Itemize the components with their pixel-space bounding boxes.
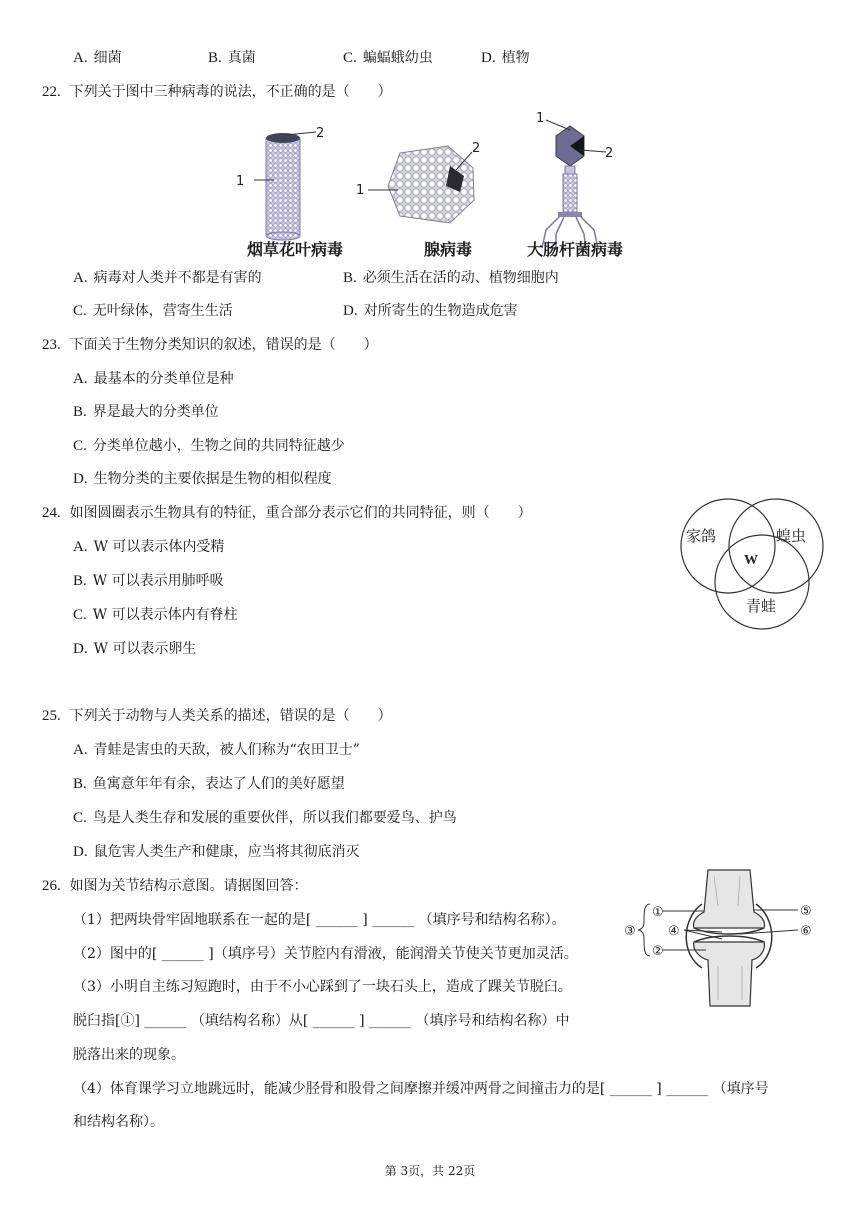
option-text: 鱼寓意年年有余，表达了人们的美好愿望	[92, 776, 345, 792]
caption-bacteriophage: 大肠杆菌病毒	[527, 240, 624, 259]
question-number: 26.	[42, 878, 61, 894]
venn-center-w: W	[744, 553, 758, 568]
adeno-label-1: 1	[356, 183, 365, 198]
q24-stem	[42, 503, 532, 523]
q22-stem	[42, 82, 392, 102]
q26-part-3-line-3: 脱落出来的现象。	[73, 1047, 185, 1063]
option-text: 鼠危害人类生产和健康，应当将其彻底消灭	[93, 844, 360, 860]
option-key: A.	[73, 50, 88, 66]
question-number: 23.	[42, 337, 61, 353]
option-key: D.	[73, 641, 88, 657]
q22-option-b	[343, 268, 559, 288]
q26-part-4-line-1: （4）体育课学习立地跳远时，能减少胫骨和股骨之间摩擦并缓冲两骨之间撞击力的是[ ______ ] ______ （填序号	[73, 1081, 769, 1097]
q21-option-c	[343, 48, 433, 68]
option-text: 必须生活在活的动、植物细胞内	[362, 270, 559, 286]
option-key: D.	[73, 471, 88, 487]
question-text: 下面关于生物分类知识的叙述，错误的是（ ）	[69, 337, 378, 353]
option-text: 鸟是人类生存和发展的重要伙伴，所以我们都要爱鸟、护鸟	[92, 810, 457, 826]
venn-label-frog: 青蛙	[746, 597, 777, 615]
option-text: 真菌	[227, 50, 256, 66]
q24-option-a	[73, 537, 224, 557]
q22-option-c	[73, 301, 233, 321]
q23-option-a	[73, 369, 234, 389]
option-text: 最基本的分类单位是种	[93, 371, 234, 387]
joint-label-6: ⑥	[800, 924, 812, 939]
option-key: B.	[73, 404, 87, 420]
question-text: 如图为关节结构示意图。请据图回答：	[69, 878, 308, 894]
q23-option-c	[73, 436, 345, 456]
phage-label-1: 1	[536, 111, 545, 126]
q26-part-3-line-2: 脱臼指[①] ______ （填结构名称）从[ ______ ] ______ （填序号和结构名称）中	[73, 1013, 570, 1029]
tobacco-mosaic-virus-drawing	[254, 132, 316, 240]
option-text: 界是最大的分类单位	[92, 404, 219, 420]
q23-option-d	[73, 469, 332, 489]
adenovirus-drawing	[368, 146, 474, 223]
q26-part-3-line-1: （3）小明自主练习短跑时，由于不小心踩到了一块石头上，造成了踝关节脱臼。	[73, 979, 572, 995]
option-key: C.	[73, 810, 87, 826]
option-text: 生物分类的主要依据是生物的相似程度	[93, 471, 332, 487]
option-key: D.	[343, 303, 358, 319]
option-key: B.	[73, 776, 87, 792]
option-text: W 可以表示体内有脊柱	[92, 607, 238, 623]
option-text: 蝙蝠蛾幼虫	[362, 50, 433, 66]
q23-stem	[42, 335, 378, 355]
q22-option-d	[343, 301, 518, 321]
option-text: 对所寄生的生物造成危害	[363, 303, 518, 319]
option-key: A.	[73, 371, 88, 387]
q23-option-b	[73, 402, 219, 422]
q26-stem	[42, 876, 308, 896]
option-key: A.	[73, 270, 88, 286]
option-key: C.	[73, 303, 87, 319]
option-key: C.	[73, 607, 87, 623]
venn-label-locust: 蝗虫	[776, 527, 807, 545]
venn-circle-pigeon	[681, 499, 775, 593]
joint-label-2: ②	[652, 944, 664, 959]
option-text: 细菌	[93, 50, 122, 66]
option-text: 植物	[501, 50, 530, 66]
question-text: 如图圆圈表示生物具有的特征，重合部分表示它们的共同特征，则（ ）	[69, 505, 532, 521]
q26-part-2: （2）图中的[ ______ ]（填序号）关节腔内有滑液，能润滑关节使关节更加灵活。	[73, 946, 578, 962]
q25-option-a	[73, 740, 360, 760]
tmv-label-1: 1	[236, 174, 245, 189]
option-text: W 可以表示卵生	[93, 641, 197, 657]
venn-diagram	[676, 494, 826, 634]
q25-option-c	[73, 808, 457, 828]
q24-option-c	[73, 605, 238, 625]
joint-figure	[622, 866, 826, 1010]
q25-option-d	[73, 842, 360, 862]
page-footer: 第 3页，共 22页	[384, 1164, 476, 1178]
option-text: W 可以表示用肺呼吸	[92, 573, 224, 589]
q26-part-1: （1）把两块骨牢固地联系在一起的是[ ______ ] ______ （填序号和结构名称）。	[73, 912, 566, 928]
joint-label-3: ③	[624, 924, 636, 939]
virus-figure	[228, 108, 638, 262]
q25-stem	[42, 706, 392, 726]
question-number: 22.	[42, 84, 61, 100]
phage-label-2: 2	[605, 146, 614, 161]
q24-option-b	[73, 571, 224, 591]
q26-part-4-line-2: 和结构名称）。	[73, 1114, 164, 1130]
option-key: C.	[73, 438, 87, 454]
option-text: 青蛙是害虫的天敌，被人们称为“农田卫士”	[93, 742, 360, 758]
option-text: 病毒对人类并不都是有害的	[93, 270, 262, 286]
option-key: B.	[343, 270, 357, 286]
q21-option-b	[208, 48, 256, 68]
option-key: B.	[208, 50, 222, 66]
joint-label-4: ④	[668, 924, 680, 939]
joint-label-5: ⑤	[800, 904, 812, 919]
question-text: 下列关于动物与人类关系的描述，错误的是（ ）	[69, 708, 392, 724]
option-key: C.	[343, 50, 357, 66]
question-number: 24.	[42, 505, 61, 521]
adeno-label-2: 2	[472, 141, 481, 156]
caption-tobacco-mosaic-virus: 烟草花叶病毒	[247, 240, 344, 259]
question-text: 下列关于图中三种病毒的说法，不正确的是（ ）	[69, 84, 392, 100]
tmv-label-2: 2	[316, 126, 325, 141]
option-key: D.	[73, 844, 88, 860]
option-text: 分类单位越小，生物之间的共同特征越少	[92, 438, 345, 454]
q21-option-a	[73, 48, 122, 68]
option-text: 无叶绿体，营寄生生活	[92, 303, 233, 319]
option-key: B.	[73, 573, 87, 589]
q21-option-d	[481, 48, 530, 68]
option-key: A.	[73, 742, 88, 758]
q24-option-d	[73, 639, 196, 659]
q22-option-a	[73, 268, 262, 288]
venn-label-pigeon: 家鸽	[686, 527, 717, 545]
caption-adenovirus: 腺病毒	[424, 240, 473, 259]
option-key: A.	[73, 539, 88, 555]
question-number: 25.	[42, 708, 61, 724]
q25-option-b	[73, 774, 345, 794]
bacteriophage-drawing	[542, 120, 606, 250]
option-text: W 可以表示体内受精	[93, 539, 225, 555]
joint-label-1: ①	[652, 905, 664, 920]
option-key: D.	[481, 50, 496, 66]
